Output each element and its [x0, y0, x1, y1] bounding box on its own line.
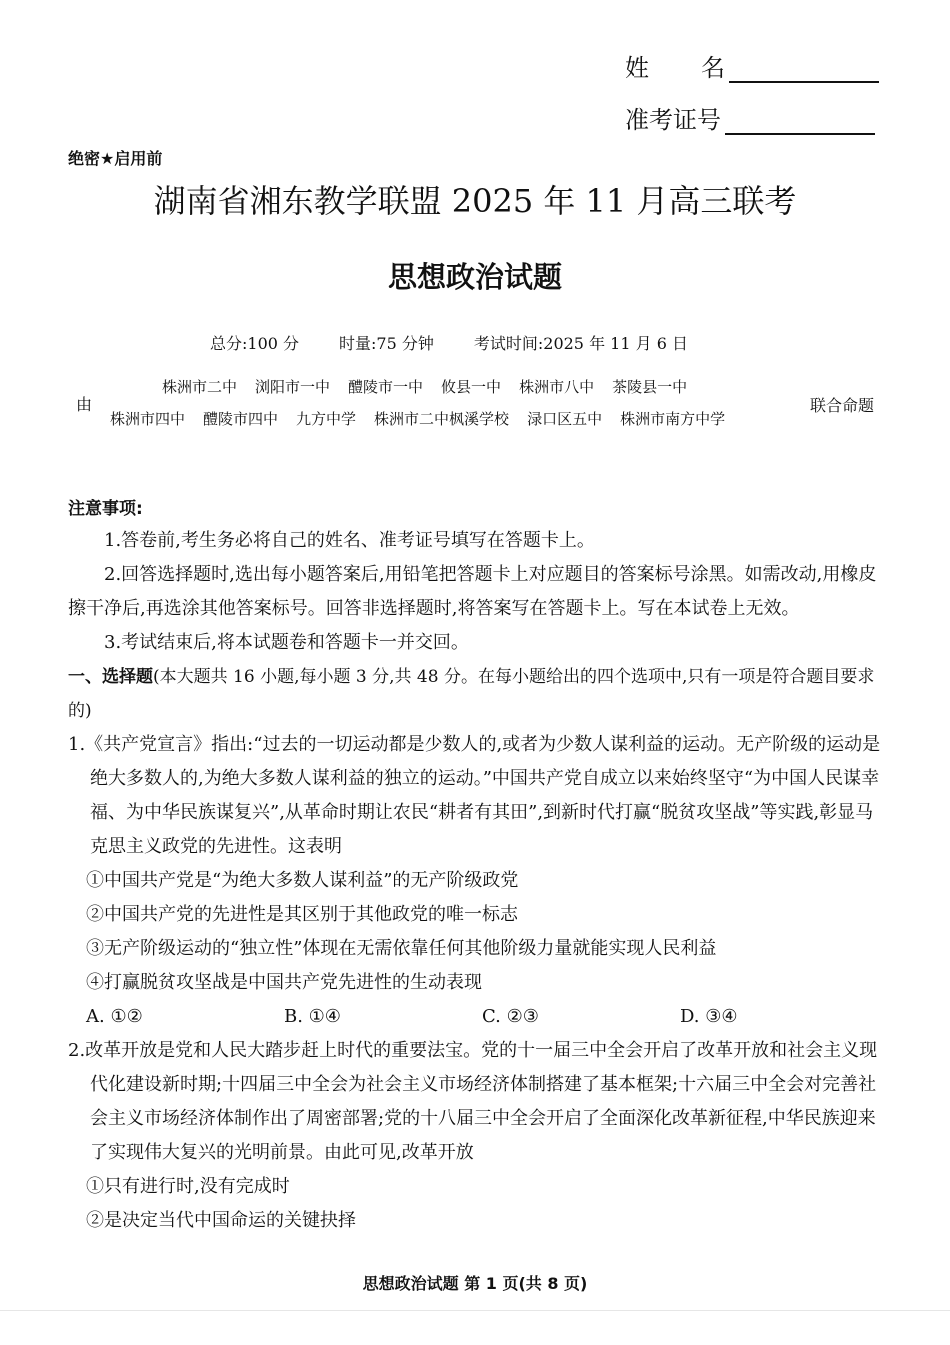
- school-name: 醴陵市一中: [348, 378, 424, 396]
- school-name: 株洲市二中: [162, 378, 238, 396]
- answer-choice-a: A. ①②: [86, 1006, 143, 1027]
- schools-row-2: [110, 408, 725, 429]
- footer-divider: [0, 1310, 950, 1311]
- school-name: 渌口区五中: [527, 410, 603, 428]
- notice-item: 2.回答选择题时,选出每小题答案后,用铅笔把答题卡上对应题目的答案标号涂黑。如需改动,用橡皮擦干净后,再选涂其他答案标号。回答非选择题时,将答案写在答题卡上。写在本试卷上无效。: [68, 564, 877, 619]
- schools-row-1: [162, 376, 687, 397]
- answer-choice-b: B. ①④: [284, 1006, 341, 1027]
- school-name: 株洲市四中: [110, 410, 186, 428]
- ticket-field-row: [625, 100, 875, 135]
- notice-item: 1.答卷前,考生务必将自己的姓名、准考证号填写在答题卡上。: [104, 530, 595, 551]
- section-heading: [68, 660, 886, 728]
- by-label: 由: [76, 395, 93, 414]
- question-1-stem: 1.《共产党宣言》指出:“过去的一切运动都是少数人的,或者为少数人谋利益的运动。无产阶级的运动是绝大多数人的,为绝大多数人谋利益的独立的运动。”中国共产党自成立以来始终坚守“为中国人民谋幸福、为中华民族谋复兴”,从革命时期让农民“耕者有其田”,到新时代打赢“脱贫攻坚战”等实践,彰显马克思主义政党的先进性。这表明: [68, 734, 881, 857]
- exam-date: 考试时间:2025 年 11 月 6 日: [473, 334, 688, 353]
- name-blank[interactable]: [729, 59, 879, 83]
- question-1-answers: [68, 1000, 886, 1034]
- joint-label: 联合命题: [810, 396, 875, 415]
- secret-mark: 绝密★启用前: [68, 149, 163, 168]
- question-1-option: ③无产阶级运动的“独立性”体现在无需依靠任何其他阶级力量就能实现人民利益: [86, 938, 717, 959]
- name-label: 姓名: [625, 54, 777, 82]
- ticket-blank[interactable]: [725, 111, 875, 135]
- school-name: 株洲市八中: [519, 378, 595, 396]
- name-field-row: [625, 48, 879, 83]
- answer-choice-d: D. ③④: [680, 1006, 738, 1027]
- school-name: 浏阳市一中: [255, 378, 331, 396]
- ticket-label: 准考证号: [625, 106, 721, 134]
- section-title: 一、选择题: [68, 667, 153, 687]
- notice-heading: 注意事项:: [68, 499, 143, 519]
- school-name: 攸县一中: [441, 378, 502, 396]
- exam-title: 湖南省湘东教学联盟 2025 年 11 月高三联考: [153, 182, 797, 220]
- notice-item: 3.考试结束后,将本试题卷和答题卡一并交回。: [104, 632, 469, 653]
- total-score: 总分:100 分: [210, 334, 300, 353]
- school-name: 株洲市南方中学: [620, 410, 726, 428]
- question-2-option: ①只有进行时,没有完成时: [86, 1176, 290, 1197]
- duration: 时量:75 分钟: [339, 334, 434, 353]
- school-name: 九方中学: [296, 410, 357, 428]
- answer-choice-c: C. ②③: [482, 1006, 539, 1027]
- subject-title: 思想政治试题: [387, 260, 562, 294]
- main-body: [68, 524, 886, 1238]
- school-name: 醴陵市四中: [203, 410, 279, 428]
- question-1-option: ④打赢脱贫攻坚战是中国共产党先进性的生动表现: [86, 972, 482, 993]
- question-1-option: ②中国共产党的先进性是其区别于其他政党的唯一标志: [86, 904, 518, 925]
- question-1-option: ①中国共产党是“为绝大多数人谋利益”的无产阶级政党: [86, 870, 519, 891]
- question-2-stem: 2.改革开放是党和人民大踏步赶上时代的重要法宝。党的十一届三中全会开启了改革开放和社会主义现代化建设新时期;十四届三中全会为社会主义市场经济体制搭建了基本框架;十六届三中全会对完善社会主义市场经济体制作出了周密部署;党的十八届三中全会开启了全面深化改革新征程,中华民族迎来了实现伟大复兴的光明前景。由此可见,改革开放: [68, 1040, 878, 1163]
- school-name: 茶陵县一中: [612, 378, 688, 396]
- question-2-option: ②是决定当代中国命运的关键抉择: [86, 1210, 356, 1231]
- page-footer: 思想政治试题 第 1 页(共 8 页): [362, 1274, 588, 1293]
- school-name: 株洲市二中枫溪学校: [374, 410, 510, 428]
- section-note: (本大题共 16 小题,每小题 3 分,共 48 分。在每小题给出的四个选项中,只有一项是符合题目要求的): [68, 667, 875, 721]
- exam-info: [210, 331, 688, 354]
